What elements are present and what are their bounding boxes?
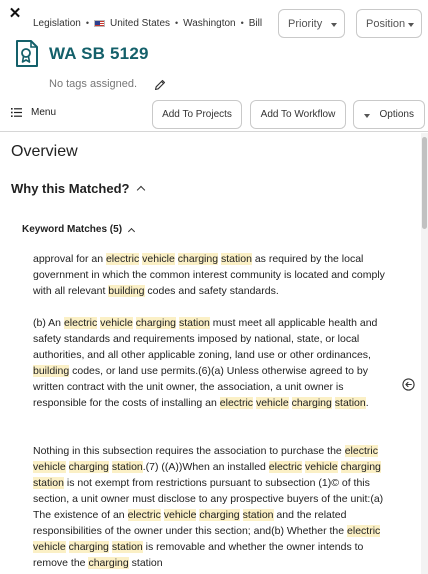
position-dropdown[interactable]	[356, 9, 422, 38]
keyword-highlight: building	[108, 285, 145, 297]
keyword-highlight: vehicle	[255, 397, 289, 409]
excerpt-text: is not exempt from restrictions pursuant to subsection (1)© of this section, a unit owner must disclose to any prospective buyers of the unit:(a) The existence of an	[33, 477, 384, 521]
keyword-matches-toggle[interactable]	[22, 224, 134, 235]
options-label: Options	[379, 109, 414, 120]
keyword-highlight: electric	[63, 317, 98, 329]
match-excerpt	[33, 251, 385, 299]
menu-label: Menu	[31, 107, 57, 118]
keyword-highlight: vehicle	[33, 541, 66, 553]
overview-panel	[0, 133, 421, 574]
keyword-highlight: station	[334, 397, 366, 409]
excerpt-text: must meet all applicable health and safety standards and requirements imposed by national, state, or local authorities, and all other applicable zoning, land use or other ordinances,	[33, 317, 378, 361]
overview-heading: Overview	[11, 143, 78, 160]
caret-down-icon	[408, 23, 414, 27]
excerpt-text: Nothing in this subsection requires the association to purchase the	[33, 445, 345, 457]
caret-down-icon	[331, 23, 337, 27]
priority-label: Priority	[288, 17, 323, 30]
keyword-highlight: vehicle	[33, 461, 66, 473]
keyword-highlight: station	[111, 541, 143, 553]
breadcrumb-item-country[interactable]: United States	[109, 17, 171, 29]
breadcrumb	[33, 15, 262, 31]
keyword-highlight: charging	[291, 397, 332, 409]
menu-button[interactable]	[11, 107, 56, 118]
excerpt-text: is removable and whether the owner intends to remove the	[33, 541, 364, 569]
pencil-icon[interactable]	[154, 79, 166, 91]
keyword-highlight: station	[33, 477, 64, 489]
circle-arrow-left-icon[interactable]	[402, 378, 415, 391]
keyword-highlight: station	[242, 509, 274, 521]
keyword-highlight: station	[111, 461, 143, 473]
hamburger-icon	[11, 108, 22, 117]
excerpt-text: and the related responsibilities of the owner under this section; and(b) Whether the	[33, 509, 348, 537]
keyword-highlight: electric	[347, 525, 381, 537]
bill-header	[0, 0, 428, 132]
page-title: WA SB 5129	[49, 44, 149, 63]
add-to-workflow-button[interactable]: Add To Workflow	[250, 100, 346, 129]
add-to-projects-button[interactable]: Add To Projects	[152, 100, 242, 129]
excerpt-text: approval for an	[33, 253, 106, 265]
keyword-highlight: vehicle	[304, 461, 338, 473]
excerpt-text: .(7) ((A))When an installed	[142, 461, 269, 473]
keyword-highlight: charging	[340, 461, 381, 473]
keyword-highlight: charging	[177, 253, 219, 265]
keyword-highlight: charging	[68, 541, 109, 553]
keyword-highlight: station	[178, 317, 210, 329]
keyword-matches-label: Keyword Matches (5)	[22, 224, 123, 235]
breadcrumb-separator: •	[85, 18, 89, 28]
priority-dropdown[interactable]	[278, 9, 345, 38]
caret-down-icon	[364, 114, 370, 118]
keyword-highlight: charging	[68, 461, 109, 473]
chevron-up-icon	[128, 227, 135, 234]
keyword-highlight: vehicle	[142, 253, 175, 265]
keyword-highlight: building	[33, 365, 70, 377]
breadcrumb-item-state[interactable]: Washington	[183, 17, 236, 29]
keyword-highlight: charging	[135, 317, 177, 329]
scrollbar[interactable]	[421, 133, 428, 574]
excerpt-text: station	[128, 557, 163, 569]
us-flag-icon	[94, 20, 105, 27]
tags-status: No tags assigned.	[49, 78, 138, 90]
excerpt-text: .	[365, 397, 369, 409]
certificate-document-icon	[14, 39, 40, 69]
keyword-highlight: electric	[268, 461, 303, 473]
scrollbar-thumb[interactable]	[422, 137, 427, 229]
breadcrumb-separator: •	[175, 18, 179, 28]
keyword-highlight: electric	[219, 397, 254, 409]
keyword-highlight: vehicle	[163, 509, 197, 521]
keyword-highlight: electric	[127, 509, 161, 521]
breadcrumb-separator: •	[240, 18, 244, 28]
keyword-highlight: charging	[88, 557, 129, 569]
chevron-up-icon	[137, 186, 145, 194]
keyword-highlight: vehicle	[100, 317, 133, 329]
keyword-highlight: electric	[344, 445, 378, 457]
keyword-highlight: charging	[199, 509, 240, 521]
match-excerpt	[33, 315, 385, 411]
options-dropdown[interactable]	[353, 100, 425, 129]
why-matched-label: Why this Matched?	[11, 181, 130, 196]
excerpt-text: as required by the local government in which the common interest community is located and comply with all relevant	[33, 253, 385, 297]
position-label: Position	[366, 17, 406, 30]
breadcrumb-item-type[interactable]: Bill	[248, 17, 263, 29]
why-matched-toggle[interactable]	[11, 181, 144, 196]
excerpt-text: (b) An	[33, 317, 64, 329]
close-icon[interactable]: ✕	[8, 5, 22, 22]
breadcrumb-item-legislation[interactable]: Legislation	[33, 17, 81, 29]
match-excerpt	[33, 443, 385, 571]
keyword-highlight: station	[220, 253, 252, 265]
excerpt-text: codes and safety standards.	[144, 285, 279, 297]
keyword-highlight: electric	[105, 253, 140, 265]
excerpt-text: codes, or land use permits.(6)(a) Unless otherwise agreed to by written contract with the unit owner, the association, a unit owner is responsible for the costs of installing an	[33, 365, 369, 409]
